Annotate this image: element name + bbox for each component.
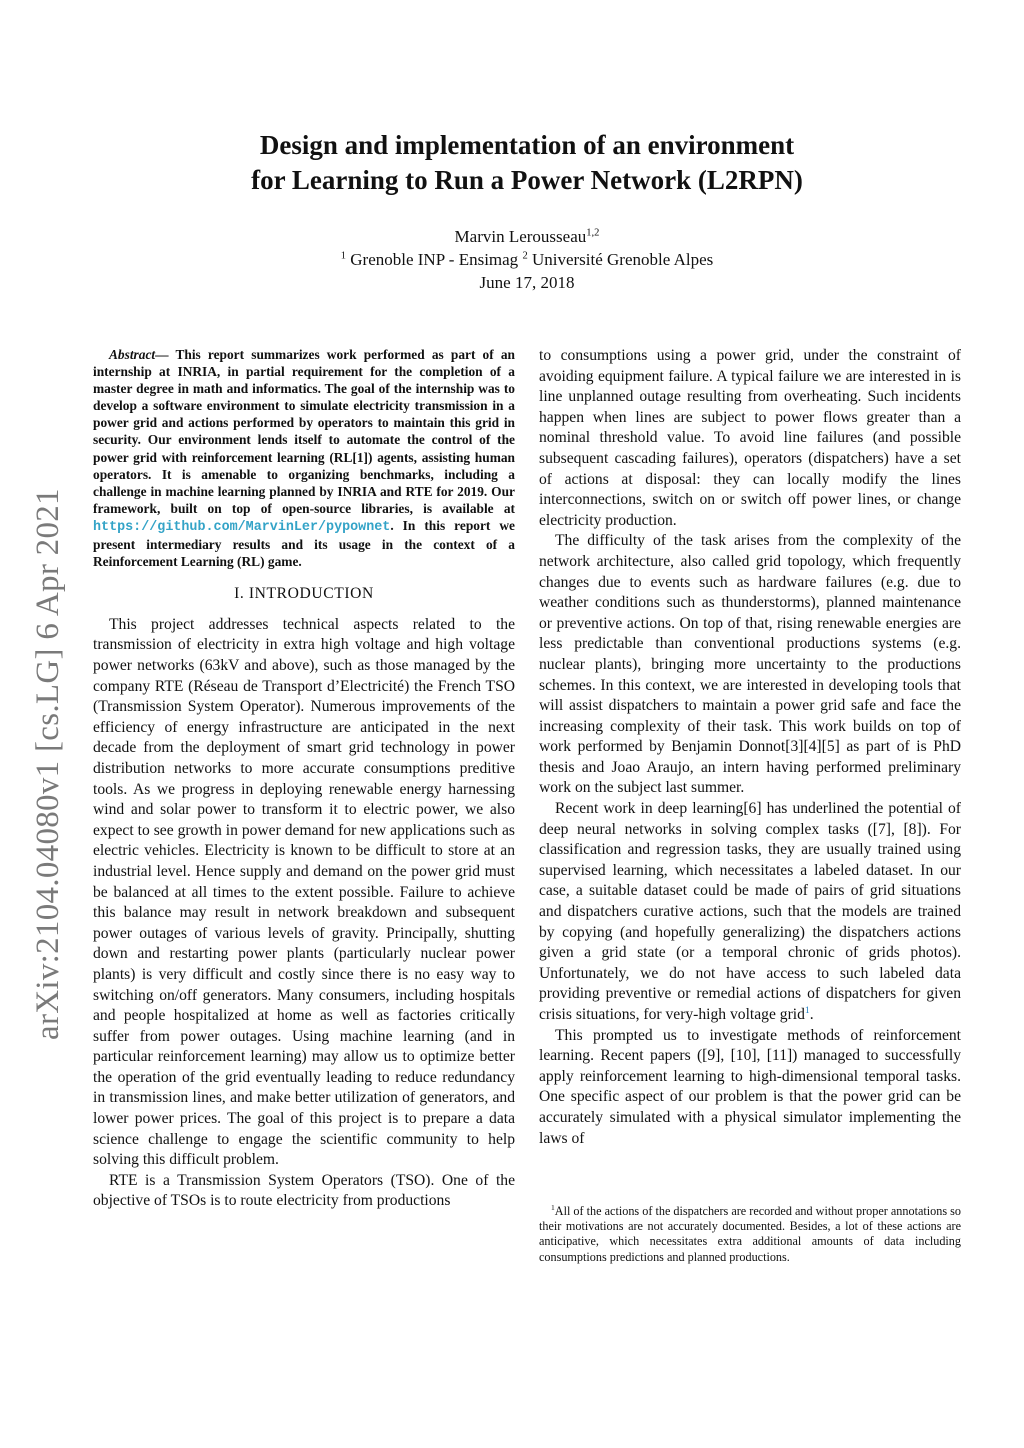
author-block <box>150 225 904 294</box>
footnote-mark: 1 <box>551 1202 555 1212</box>
footnote <box>539 1204 961 1265</box>
right-paragraph-4: This prompted us to investigate methods of reinforcement learning. Recent papers ([9], [10], [11]) managed to successfully apply reinforcement learning to high-dimensional temporal tasks. One specific aspect of our problem is that the power grid can be accurately simulated with a physical simulator implementing the laws of <box>539 1026 961 1147</box>
abstract-label: Abstract <box>109 347 156 362</box>
paper-date: June 17, 2018 <box>479 273 575 292</box>
abstract-text-part-1: This report summarizes work performed as part of an internship at INRIA, in partial requirement for the completion of a master degree in math and informatics. The goal of the internship was to develop a software environment to simulate electricity transmission in a power grid and actions performed by operators to maintain this grid in security. Our environment lends itself to automate the control of the power grid with reinforcement learning (RL[1]) agents, assisting human operators. It is amenable to organizing benchmarks, including a challenge in machine learning planned by INRIA and RTE for 2019. Our framework, built on top of open-source libraries, is available at <box>93 347 515 516</box>
affiliation-1-mark: 1 <box>340 250 347 262</box>
footnote-text: All of the actions of the dispatchers are recorded and without proper annotations so their motivations are not accurately documented. Besides, a lot of these actions are anticipative, which necessitates extra additional amounts of data including consumptions predictions and planned productions. <box>539 1204 961 1264</box>
intro-paragraph-1: This project addresses technical aspects related to the transmission of electricity in extra high voltage and high voltage power networks (63kV and above), such as those managed by the company RTE (Réseau de Transport d’Electricité) the French TSO (Transmission System Operator). Numerous improvements of the efficiency of energy infrastructure are anticipated in the next decade from the deployment of smart grid technology in power distribution networks to more accurate consumptions preditive tools. As we progress in deploying renewable energy harnessing wind and solar power to transform it to electric power, we also expect to see growth in power demand for new applications such as electric vehicles. Electricity is known to be difficult to store at an industrial level. Hence supply and demand on the power grid must be balanced at all times to the extent possible. Failure to achieve this balance may result in network breakdown and subsequent power outages of various levels of gravity. Principally, shutting down and restarting power plants (particularly nuclear power plants) is very difficult and costly since there is no easy way to switching on/off generators. Many consumers, including hospitals and people hospitalized at home as well as factories critically suffer from power outages. Using machine learning (and in particular reinforcement learning) may allow us to optimize better the operation of the grid eventually leading to reduce redundancy in transmission lines, and make better utilization of generators, and lower power prices. The goal of this project is to prepare a data science challenge to engage the scientific community to help solving this difficult problem. <box>93 615 515 1169</box>
right-paragraph-3-text: Recent work in deep learning[6] has underlined the potential of deep neural networks in solving complex tasks ([7], [8]). For classification and regression tasks, they are usually trained using supervised learning, which necessitates a labeled dataset. In our case, a suitable dataset could be made of pairs of grid situations and dispatchers curative actions, such that the models are trained by copying (and hopefully generalizing) the dispatchers actions given a grid state (or a temporal chronic of grids photos). Unfortunately, we do not have access to such labeled data providing preventive or remedial actions of dispatchers for given crisis situations, for very-high voltage grid <box>539 800 961 1023</box>
section-heading-introduction: I. INTRODUCTION <box>234 585 374 603</box>
right-paragraph-3 <box>539 799 961 1026</box>
title-line-2: for Learning to Run a Power Network (L2RPN) <box>251 165 803 195</box>
title-line-1: Design and implementation of an environment <box>259 130 795 160</box>
paper-title <box>150 128 904 198</box>
abstract <box>93 346 515 570</box>
affiliation-2-mark: 2 <box>522 250 528 262</box>
author-affiliation-marks: 1,2 <box>586 227 600 239</box>
right-paragraph-1: to consumptions using a power grid, under the constraint of avoiding equipment failure. A typical failure we are interested in is line unplanned outage resulting from overheating. Such incidents happen when lines are subject to power flows greater than a nominal threshold value. To avoid line failures (and possible subsequent cascading failures), operators (dispatchers) have a set of actions at disposal: they can locally modify the lines interconnections, switch on or switch off power lines, or change electricity production. <box>539 347 961 529</box>
abstract-dash: — <box>155 347 176 362</box>
github-link[interactable]: https://github.com/MarvinLer/pypownet <box>93 519 391 535</box>
author-line <box>150 225 904 248</box>
abstract-text-part-2: . In this report we present intermediary results and its usage in the context of a Reinforcement Learning (RL) game. <box>93 517 515 570</box>
right-paragraph-3-end: . <box>809 1006 814 1023</box>
intro-paragraph-2: RTE is a Transmission System Operators (TSO). One of the objective of TSOs is to route electricity from productions <box>93 1171 515 1210</box>
author-name: Marvin Lerousseau <box>454 227 587 246</box>
arxiv-margin-stamp: arXiv:2104.04080v1 [cs.LG] 6 Apr 2021 <box>30 488 66 1040</box>
affiliation-1: Grenoble INP - Ensimag <box>346 250 523 269</box>
affiliation-line <box>150 248 904 271</box>
right-column <box>539 346 961 1149</box>
left-column <box>93 346 515 1212</box>
footnote-reference[interactable]: 1 <box>804 1004 810 1016</box>
affiliation-2: Université Grenoble Alpes <box>527 250 714 269</box>
right-paragraph-2: The difficulty of the task arises from the complexity of the network architecture, also called grid topology, which frequently changes due to events such as hardware failures (e.g. due to weather conditions such as thunderstorms), planned maintenance or preventive actions. On top of that, rising renewable energies are less predictable than conventional productions systems (e.g. nuclear plants), bringing more uncertainty to the productions schemes. In this context, we are interested in developing tools that will assist dispatchers to maintain a power grid safe and face the increasing complexity of their task. This work builds on top of work performed by Benjamin Donnot[3][4][5] as part of is PhD thesis and Joao Araujo, an intern having performed preliminary work on the subject last summer. <box>539 532 961 797</box>
